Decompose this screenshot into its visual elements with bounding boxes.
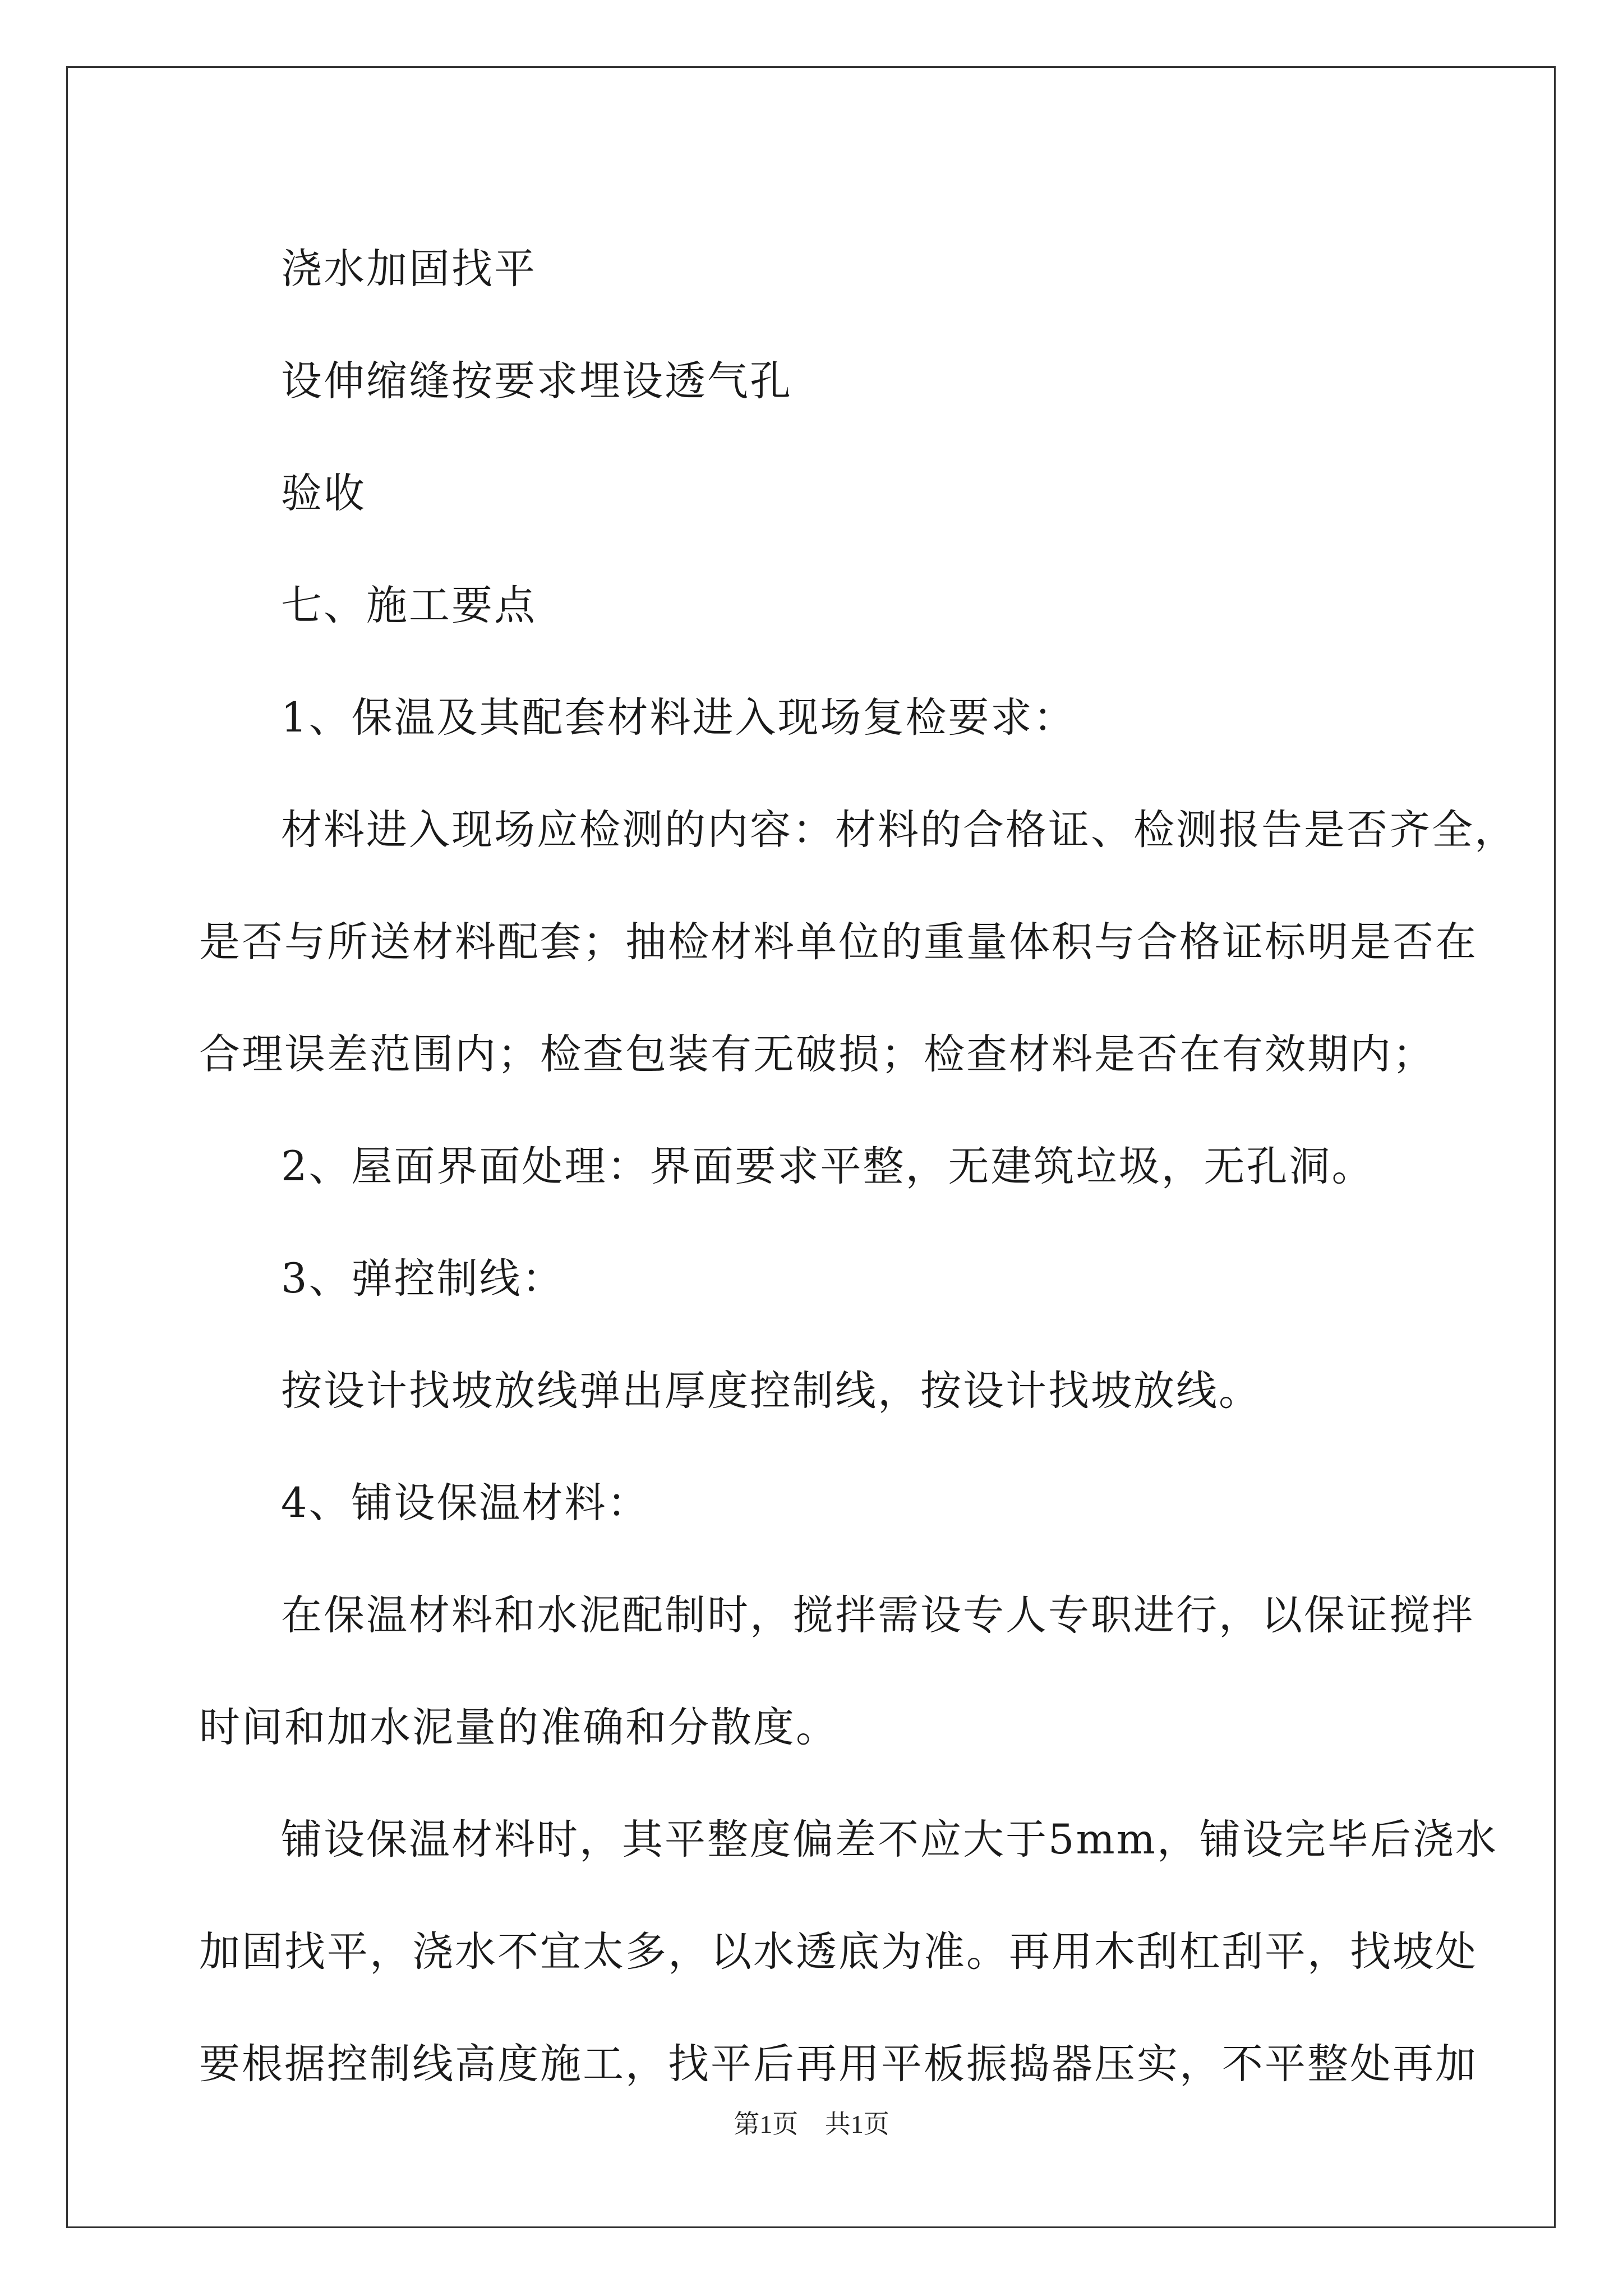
text-line: 铺设保温材料时，其平整度偏差不应大于5mm，铺设完毕后浇水 bbox=[281, 1816, 1498, 1864]
text-line: 是否与所送材料配套；抽检材料单位的重量体积与合格证标明是否在 bbox=[199, 918, 1478, 966]
text-line: 在保温材料和水泥配制时，搅拌需设专人专职进行，以保证搅拌 bbox=[281, 1591, 1474, 1639]
paragraph-laying-flatness bbox=[199, 1784, 1498, 2120]
section-heading-construction-points: 七、施工要点 bbox=[281, 582, 537, 629]
text-line: 合理误差范围内；检查包装有无破损；检查材料是否在有效期内； bbox=[199, 1030, 1435, 1078]
subheading-control-lines: 3、弹控制线： bbox=[281, 1255, 565, 1303]
text-line: 材料进入现场应检测的内容：材料的合格证、检测报告是否齐全， bbox=[281, 806, 1517, 854]
paragraph-slope-lines: 按设计找坡放线弹出厚度控制线，按设计找坡放线。 bbox=[281, 1367, 1261, 1415]
page-total: 共1页 bbox=[824, 2110, 889, 2138]
paragraph-acceptance: 验收 bbox=[281, 470, 366, 517]
page-number: 第1页 bbox=[734, 2110, 799, 2138]
paragraph-pour-water: 浇水加固找平 bbox=[281, 245, 537, 293]
paragraph-material-inspection bbox=[199, 774, 1517, 1111]
paragraph-mixing bbox=[199, 1559, 1474, 1784]
subheading-lay-insulation: 4、铺设保温材料： bbox=[281, 1479, 650, 1527]
page-footer bbox=[0, 2104, 1623, 2141]
text-line: 加固找平，浇水不宜太多，以水透底为准。再用木刮杠刮平，找坡处 bbox=[199, 1928, 1478, 1976]
paragraph-expansion-joints: 设伸缩缝按要求埋设透气孔 bbox=[281, 357, 792, 405]
subheading-material-recheck: 1、保温及其配套材料进入现场复检要求： bbox=[281, 694, 1076, 742]
text-line: 时间和加水泥量的准确和分散度。 bbox=[199, 1704, 838, 1751]
document-body bbox=[199, 213, 1517, 2120]
text-line: 要根据控制线高度施工，找平后再用平板振捣器压实，不平整处再加 bbox=[199, 2040, 1478, 2088]
subheading-roof-interface: 2、屋面界面处理：界面要求平整，无建筑垃圾，无孔洞。 bbox=[281, 1143, 1375, 1190]
